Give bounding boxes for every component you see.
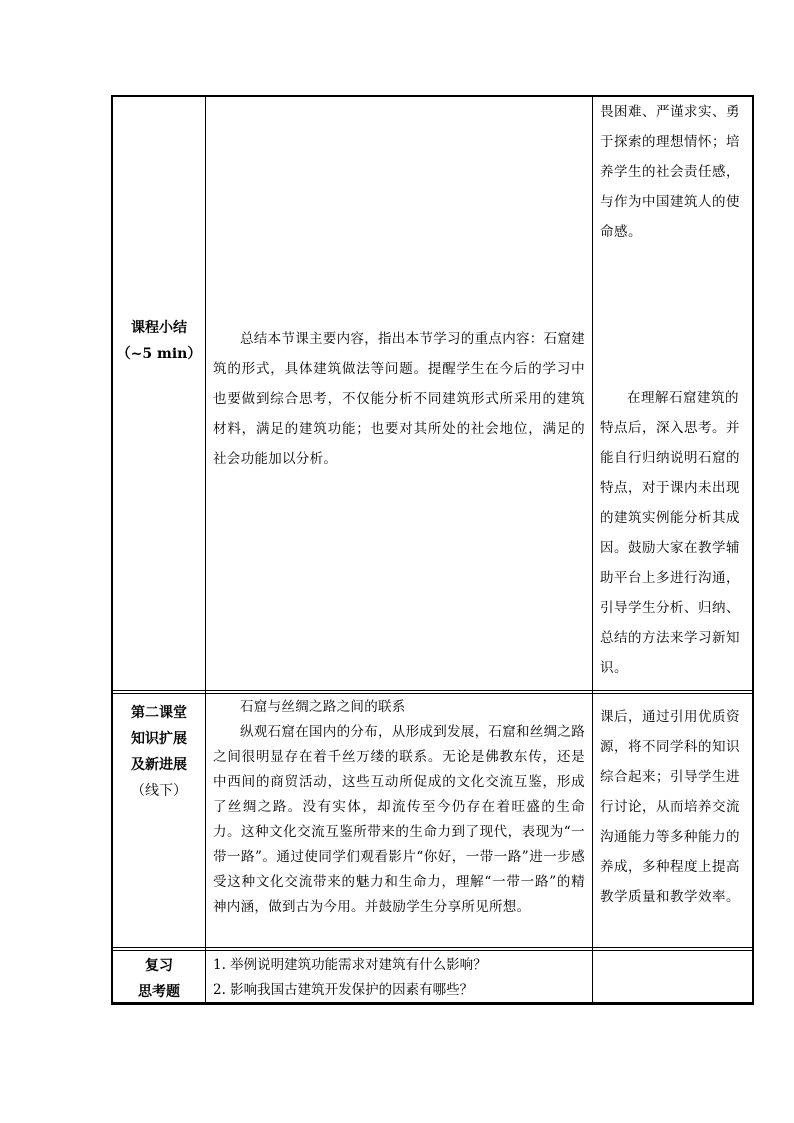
second-class-label-line3: 及新进展 [131, 757, 187, 773]
column-divider-1 [205, 97, 206, 1002]
summary-label-title: 课程小结 [131, 320, 187, 336]
review-question-2: 2. 影响我国古建筑开发保护的因素有哪些？ [213, 982, 474, 998]
summary-goal-bottom [600, 383, 752, 683]
second-class-label-line4: （线下） [131, 783, 187, 799]
summary-content [213, 324, 585, 474]
review-questions [213, 953, 585, 1003]
review-label-line1: 复习 [145, 958, 173, 974]
second-class-label-line2: 知识扩展 [131, 731, 187, 747]
row-divider-2 [113, 947, 752, 948]
review-label-line2: 思考题 [138, 984, 180, 1000]
column-divider-2 [592, 97, 593, 1002]
second-class-goal [600, 702, 752, 912]
second-class-heading: 石窟与丝绸之路之间的联系 [240, 699, 406, 715]
second-class-content [213, 695, 585, 920]
summary-goal-top-text: 畏困难、严谨求实、勇于探索的理想情怀；培养学生的社会责任感，与作为中国建筑人的使命感。 [600, 104, 740, 240]
review-question-1: 1. 举例说明建筑功能需求对建筑有什么影响？ [213, 957, 487, 973]
second-class-label-line1: 第二课堂 [131, 705, 187, 721]
row-divider-1 [113, 690, 752, 691]
second-class-label [113, 700, 205, 804]
summary-label-duration: （~5 min） [116, 346, 202, 362]
summary-text: 总结本节课主要内容，指出本节学习的重点内容：石窟建筑的形式，具体建筑做法等问题。提醒学生在今后的学习中也要做到综合思考，不仅能分析不同建筑形式所采用的建筑材料，满足的建筑功能；也要对其所处的社会地位，满足的社会功能加以分析。 [213, 331, 585, 467]
second-class-goal-text: 课后，通过引用优质资源，将不同学科的知识综合起来；引导学生进行讨论，从而培养交流沟通能力等多种能力的养成，多种程度上提高教学质量和教学效率。 [600, 709, 740, 905]
summary-label [113, 315, 205, 367]
lesson-table [111, 95, 754, 1005]
second-class-text: 纵观石窟在国内的分布，从形成到发展，石窟和丝绸之路之间很明显存在着千丝万缕的联系。无论是佛教东传，还是中西间的商贸活动，这些互动所促成的文化交流互鉴，形成了丝绸之路。没有实体，却流传至今仍存在着旺盛的生命力。这种文化交流互鉴所带来的生命力到了现代，表现为“一带一路”。通过使同学们观看影片“你好，一带一路”进一步感受这种文化交流带来的魅力和生命力，理解“一带一路”的精神内涵，做到古为今用。并鼓励学生分享所见所想。 [213, 724, 585, 915]
summary-goal-bottom-text: 在理解石窟建筑的特点后，深入思考。并能自行归纳说明石窟的特点，对于课内未出现的建筑实例能分析其成因。鼓励大家在教学辅助平台上多进行沟通，引导学生分析、归纳、总结的方法来学习新知识。 [600, 390, 740, 676]
review-label [113, 953, 205, 1005]
summary-goal-top [600, 97, 752, 247]
